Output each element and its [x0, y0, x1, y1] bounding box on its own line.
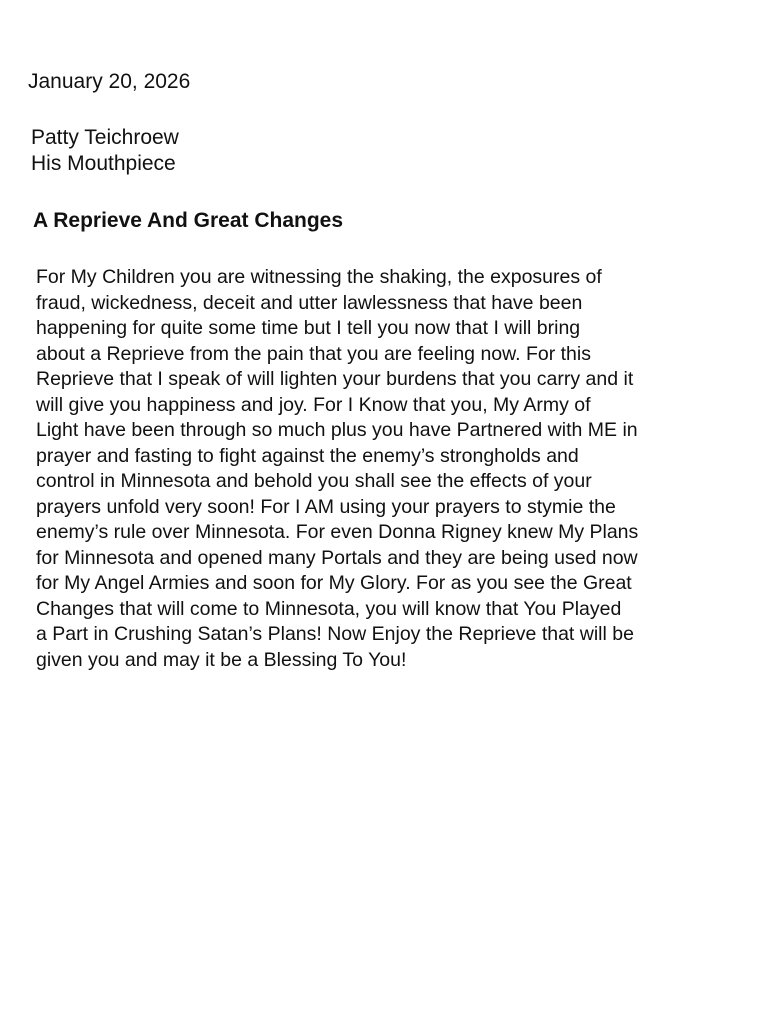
body-line: Reprieve that I speak of will lighten your burdens that you carry and it	[36, 368, 634, 390]
body-line: for My Angel Armies and soon for My Glory. For as you see the Great	[36, 572, 632, 594]
body-line: will give you happiness and joy. For I Know that you, My Army of	[36, 393, 591, 416]
body-line: given you and may it be a Blessing To You!	[36, 648, 407, 671]
body-line: enemy’s rule over Minnesota. For even Donna Rigney knew My Plans	[36, 521, 639, 543]
body-line: for Minnesota and opened many Portals and they are being used now	[36, 546, 638, 569]
body-line: Changes that will come to Minnesota, you will know that You Played	[36, 597, 622, 620]
body-line: fraud, wickedness, deceit and utter lawlessness that have been	[36, 291, 583, 314]
letter-body	[36, 265, 756, 673]
body-line: Light have been through so much plus you have Partnered with ME in	[36, 419, 638, 441]
letter-date: January 20, 2026	[28, 70, 191, 93]
body-line: a Part in Crushing Satan’s Plans! Now Enjoy the Reprieve that will be	[36, 623, 634, 645]
body-line: For My Children you are witnessing the shaking, the exposures of	[36, 266, 602, 288]
author-role: His Mouthpiece	[31, 152, 176, 175]
letter-title: A Reprieve And Great Changes	[33, 209, 344, 232]
body-line: happening for quite some time but I tell you now that I will bring	[36, 317, 581, 339]
author-block	[31, 125, 179, 177]
author-name: Patty Teichroew	[31, 126, 179, 149]
body-line: prayers unfold very soon! For I AM using your prayers to stymie the	[36, 495, 616, 518]
body-line: prayer and fasting to fight against the enemy’s strongholds and	[36, 444, 579, 467]
body-line: control in Minnesota and behold you shall see the effects of your	[36, 470, 592, 492]
body-line: about a Reprieve from the pain that you are feeling now. For this	[36, 342, 591, 365]
